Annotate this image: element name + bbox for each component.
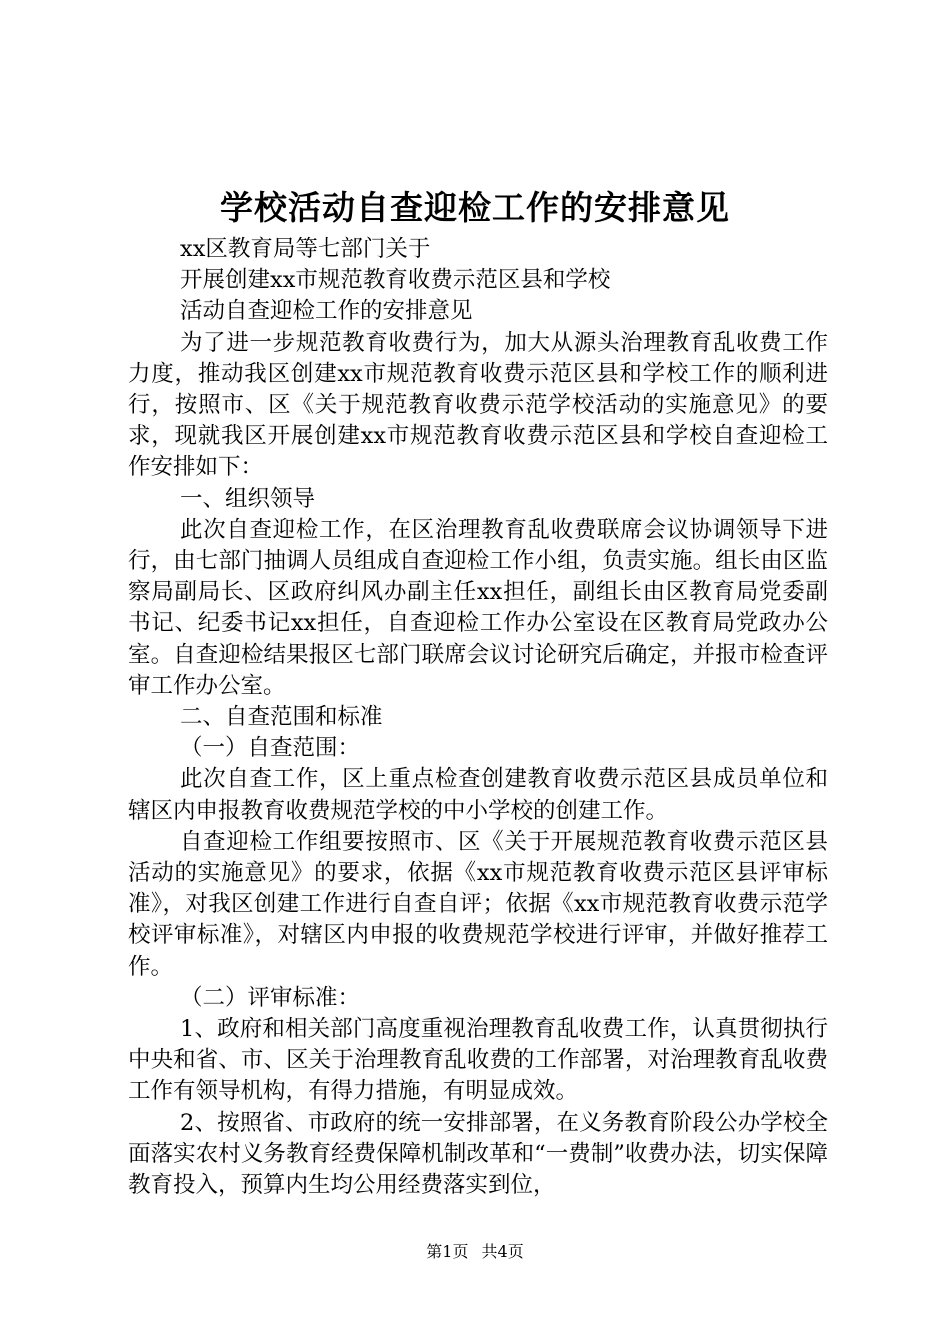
page-number-current: 第1页 (426, 1242, 469, 1261)
page-number-total: 共4页 (481, 1242, 524, 1261)
subtitle-line-1: xx区教育局等七部门关于 (180, 236, 431, 262)
document-title: 学校活动自查迎检工作的安排意见 (220, 188, 730, 227)
paragraph-intro: 为了进一步规范教育收费行为，加大从源头治理教育乱收费工作力度，推动我区创建xx市规范教育收费示范区县和学校工作的顺利进行，按照市、区《关于规范教育收费示范学校活动的实施意见》的要求，现就我区开展创建xx市规范教育收费示范区县和学校自查迎检工作安排如下： (128, 329, 828, 481)
subtitle-line-3: 活动自查迎检工作的安排意见 (180, 298, 473, 325)
paragraph-standard-1: 1、政府和相关部门高度重视治理教育乱收费工作，认真贯彻执行中央和省、市、区关于治理教育乱收费的工作部署，对治理教育乱收费工作有领导机构，有得力措施，有明显成效。 (128, 1016, 828, 1105)
section-heading-1: 一、组织领导 (180, 485, 316, 512)
subsection-heading-1: （一）自查范围： (180, 735, 361, 762)
section-heading-2: 二、自查范围和标准 (180, 704, 383, 731)
paragraph-scope-detail: 自查迎检工作组要按照市、区《关于开展规范教育收费示范区县活动的实施意见》的要求，依据《xx市规范教育收费示范区县评审标准》，对我区创建工作进行自查自评；依据《xx市规范教育收费示范学校评审标准》，对辖区内申报的收费规范学校进行评审，并做好推荐工作。 (128, 828, 828, 980)
subsection-heading-2: （二）评审标准： (180, 984, 361, 1011)
paragraph-organization: 此次自查迎检工作，在区治理教育乱收费联席会议协调领导下进行，由七部门抽调人员组成自查迎检工作小组，负责实施。组长由区监察局副局长、区政府纠风办副主任xx担任，副组长由区教育局党委副书记、纪委书记xx担任，自查迎检工作办公室设在区教育局党政办公室。自查迎检结果报区七部门联席会议讨论研究后确定，并报市检查评审工作办公室。 (128, 516, 828, 699)
paragraph-standard-2: 2、按照省、市政府的统一安排部署，在义务教育阶段公办学校全面落实农村义务教育经费保障机制改革和“一费制”收费办法，切实保障教育投入，预算内生均公用经费落实到位， (128, 1109, 828, 1199)
page-footer (0, 1240, 950, 1264)
paragraph-scope: 此次自查工作，区上重点检查创建教育收费示范区县成员单位和辖区内申报教育收费规范学校的中小学校的创建工作。 (128, 766, 828, 824)
document-body (128, 234, 828, 1201)
subtitle-line-2: 开展创建xx市规范教育收费示范区县和学校 (180, 267, 611, 294)
